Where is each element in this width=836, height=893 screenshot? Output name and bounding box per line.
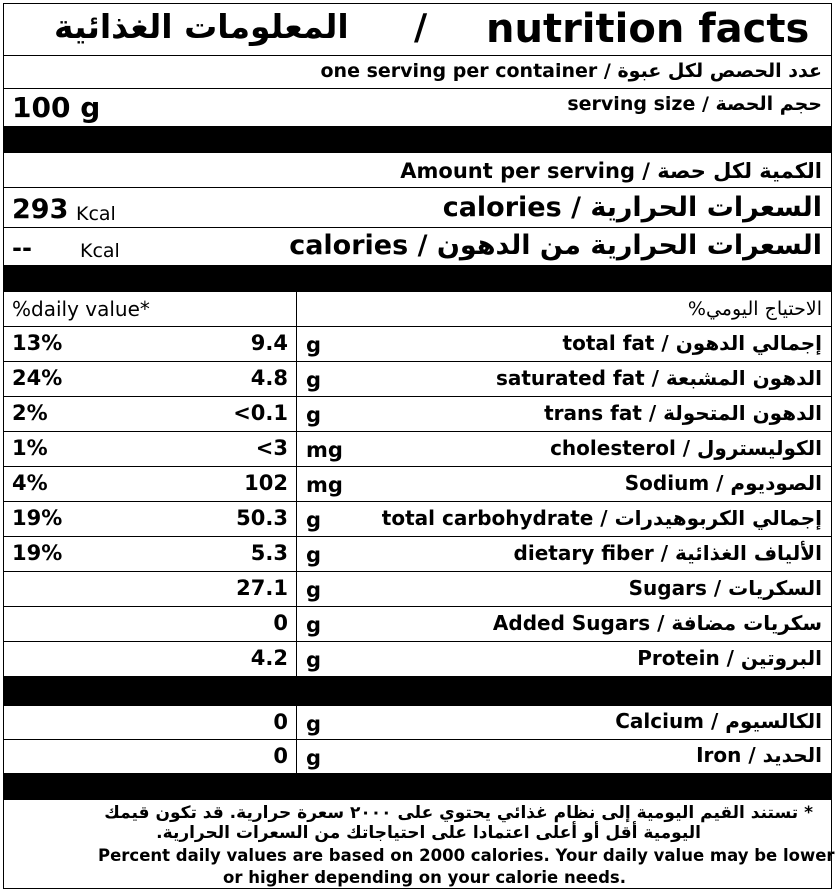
nutrient-unit: g bbox=[306, 403, 322, 427]
nutrient-name: total carbohydrate / إجمالي الكربوهيدرات bbox=[381, 506, 822, 530]
calories-row bbox=[4, 188, 831, 228]
mineral-name: Iron / الحديد bbox=[696, 743, 822, 767]
column-divider bbox=[296, 327, 297, 362]
serving-size-label: serving size / حجم الحصة bbox=[567, 93, 822, 115]
column-divider bbox=[296, 572, 297, 607]
column-divider bbox=[296, 432, 297, 467]
thick-divider bbox=[4, 127, 831, 153]
nutrient-name: Protein / البروتين bbox=[637, 646, 822, 670]
column-divider bbox=[296, 362, 297, 397]
fat-calories-value: -- bbox=[12, 234, 32, 262]
title-separator: / bbox=[414, 7, 428, 48]
serving-size-row bbox=[4, 89, 831, 127]
nutrient-row bbox=[4, 432, 831, 467]
nutrient-unit: g bbox=[306, 508, 322, 532]
column-divider bbox=[296, 467, 297, 502]
mineral-amount: 0 bbox=[273, 710, 288, 734]
nutrient-row bbox=[4, 397, 831, 432]
nutrient-name: cholesterol / الكوليسترول bbox=[550, 436, 822, 460]
nutrient-name: Sodium / الصوديوم bbox=[624, 471, 822, 495]
nutrient-daily-value: 4% bbox=[12, 471, 48, 495]
nutrient-daily-value: 1% bbox=[12, 436, 48, 460]
nutrient-daily-value: 2% bbox=[12, 401, 48, 425]
nutrient-name: dietary fiber / الألياف الغذائية bbox=[513, 541, 822, 565]
nutrition-label bbox=[3, 3, 835, 889]
nutrient-daily-value: 19% bbox=[12, 541, 63, 565]
nutrient-daily-value: 13% bbox=[12, 331, 63, 355]
thick-divider bbox=[4, 774, 831, 800]
mineral-row bbox=[4, 740, 831, 774]
mineral-unit: g bbox=[306, 712, 322, 736]
nutrient-unit: g bbox=[306, 648, 322, 672]
servings-per-container: one serving per container / عدد الحصص لكل عبوة bbox=[320, 60, 822, 82]
nutrient-unit: g bbox=[306, 613, 322, 637]
title-english: nutrition facts bbox=[486, 6, 810, 52]
label-header bbox=[4, 4, 831, 56]
nutrient-amount: 4.2 bbox=[250, 646, 288, 670]
nutrient-row bbox=[4, 467, 831, 502]
fat-calories-row bbox=[4, 228, 831, 266]
nutrient-amount: 4.8 bbox=[250, 366, 288, 390]
amount-per-serving: Amount per serving / الكمية لكل حصة bbox=[400, 159, 822, 183]
nutrient-name: Sugars / السكريات bbox=[628, 576, 822, 600]
footnote bbox=[4, 800, 835, 888]
thick-divider bbox=[4, 676, 831, 706]
nutrient-unit: g bbox=[306, 333, 322, 357]
nutrient-unit: mg bbox=[306, 473, 343, 497]
nutrient-row bbox=[4, 642, 831, 677]
nutrient-unit: g bbox=[306, 543, 322, 567]
nutrient-row bbox=[4, 362, 831, 397]
mineral-amount: 0 bbox=[273, 744, 288, 768]
nutrient-amount: 0 bbox=[273, 611, 288, 635]
column-divider bbox=[296, 537, 297, 572]
nutrient-unit: mg bbox=[306, 438, 343, 462]
nutrient-name: trans fat / الدهون المتحولة bbox=[544, 401, 822, 425]
nutrient-amount: <3 bbox=[255, 436, 288, 460]
column-divider bbox=[296, 740, 297, 774]
fat-calories-unit: Kcal bbox=[80, 240, 120, 262]
daily-value-header-en: %daily value* bbox=[12, 297, 150, 321]
column-divider bbox=[296, 642, 297, 677]
amount-per-serving-row bbox=[4, 153, 831, 188]
nutrient-name: saturated fat / الدهون المشبعة bbox=[495, 366, 822, 390]
footnote-english-line-1: Percent daily values are based on 2000 calories. Your daily value may be lower bbox=[98, 846, 835, 865]
calories-value: 293 bbox=[12, 194, 69, 225]
daily-value-header-ar: %الاحتياج اليومي bbox=[687, 298, 822, 320]
nutrient-amount: 9.4 bbox=[250, 331, 288, 355]
column-divider bbox=[296, 607, 297, 642]
nutrient-row bbox=[4, 502, 831, 537]
thick-divider bbox=[4, 266, 831, 292]
nutrient-name: total fat / إجمالي الدهون bbox=[562, 331, 822, 355]
footnote-arabic-line-2: اليومية أقل أو أعلى اعتمادا على احتياجاتك من السعرات الحرارية. bbox=[156, 823, 701, 843]
servings-per-container-row bbox=[4, 56, 831, 89]
column-divider bbox=[296, 502, 297, 537]
nutrient-daily-value: 24% bbox=[12, 366, 63, 390]
column-divider bbox=[296, 292, 297, 327]
fat-calories-label: calories / السعرات الحرارية من الدهون bbox=[289, 230, 822, 261]
mineral-unit: g bbox=[306, 746, 322, 770]
nutrient-unit: g bbox=[306, 578, 322, 602]
footnote-english-line-2: or higher depending on your calorie needs. bbox=[223, 868, 626, 887]
nutrient-row bbox=[4, 327, 831, 362]
nutrient-unit: g bbox=[306, 368, 322, 392]
nutrient-row bbox=[4, 607, 831, 642]
nutrient-amount: 50.3 bbox=[236, 506, 288, 530]
footnote-arabic-line-1: * تستند القيم اليومية إلى نظام غذائي يحتوي على ٢٠٠٠ سعرة حرارية. قد تكون قيمك bbox=[104, 803, 813, 823]
serving-size-value: 100 g bbox=[12, 91, 101, 124]
nutrient-row bbox=[4, 537, 831, 572]
title-arabic: المعلومات الغذائية bbox=[54, 7, 349, 46]
nutrient-amount: 27.1 bbox=[236, 576, 288, 600]
nutrient-name: Added Sugars / سكريات مضافة bbox=[492, 611, 822, 635]
column-divider bbox=[296, 706, 297, 740]
daily-value-header-row bbox=[4, 292, 831, 327]
nutrient-amount: 5.3 bbox=[250, 541, 288, 565]
mineral-name: Calcium / الكالسيوم bbox=[615, 709, 822, 733]
nutrient-row bbox=[4, 572, 831, 607]
calories-label: calories / السعرات الحرارية bbox=[442, 192, 822, 223]
nutrient-amount: 102 bbox=[244, 471, 288, 495]
nutrient-amount: <0.1 bbox=[233, 401, 288, 425]
nutrient-daily-value: 19% bbox=[12, 506, 63, 530]
column-divider bbox=[296, 397, 297, 432]
mineral-row bbox=[4, 706, 831, 740]
calories-unit: Kcal bbox=[76, 203, 116, 225]
